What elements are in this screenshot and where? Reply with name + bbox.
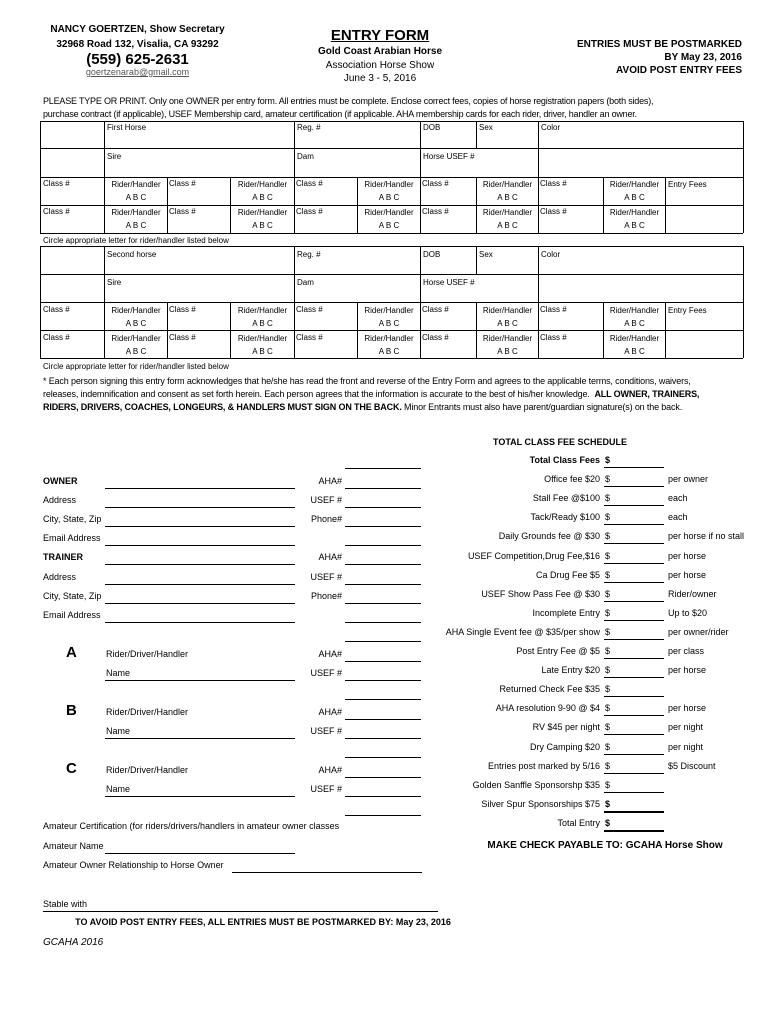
fee-label: USEF Competition,Drug Fee,$16 [467, 551, 600, 561]
stable-line[interactable] [43, 911, 438, 912]
fee-label: Stall Fee @$100 [532, 493, 600, 503]
class-label: Class # [422, 333, 449, 342]
rider-a-name-label: Name [106, 668, 131, 678]
horse1-dam-label: Dam [297, 152, 314, 161]
class-label: Class # [296, 333, 323, 342]
owner-aha-line-top[interactable] [345, 468, 421, 469]
fee-amount-line[interactable] [604, 715, 664, 716]
secretary-email[interactable]: goertzenarab@gmail.com [85, 67, 190, 77]
rider-b-letter: B [66, 702, 77, 719]
fee-note: per night [668, 722, 704, 732]
owner-email-label: Email Address [43, 533, 101, 543]
horse1-reg-label: Reg. # [297, 123, 321, 132]
owner-city-line[interactable] [105, 526, 295, 527]
class-label: Class # [296, 179, 323, 188]
rider-c-name-label: Name [106, 784, 131, 794]
fee-dollar-sign: $ [605, 570, 611, 580]
trainer-city-line[interactable] [105, 603, 295, 604]
fee-dollar-sign: $ [605, 818, 611, 828]
trainer-address-label: Address [43, 572, 77, 582]
fee-label: Late Entry $20 [541, 665, 600, 675]
fee-note: per horse [668, 703, 707, 713]
class-label: Class # [43, 207, 70, 216]
entry-fees-label: Entry Fees [668, 306, 707, 315]
trainer-phone-line[interactable] [345, 603, 421, 604]
owner-address-label: Address [43, 495, 77, 505]
rider-a-label: Rider/Driver/Handler [106, 649, 189, 659]
rider-b-label: Rider/Driver/Handler [106, 707, 189, 717]
rider-b-aha-label: AHA# [318, 707, 342, 717]
rider-b-aha-line[interactable] [345, 719, 421, 720]
class-label: Class # [43, 179, 70, 188]
class-label: Class # [169, 207, 196, 216]
fee-amount-line[interactable] [604, 677, 664, 678]
rider-handler-cell: Rider/Handler A B C [364, 334, 414, 356]
fee-label: RV $45 per night [532, 722, 600, 732]
fee-label: Ca Drug Fee $5 [535, 570, 600, 580]
owner-name-line[interactable] [105, 488, 295, 489]
form-title: ENTRY FORM [330, 27, 430, 44]
notice-line2: BY May 23, 2016 [664, 52, 742, 63]
rider-b-name-line[interactable] [105, 738, 295, 739]
fee-note: per horse [668, 570, 707, 580]
footer-code: GCAHA 2016 [43, 937, 104, 948]
fee-dollar-sign: $ [605, 531, 611, 541]
disclaimer-line3: RIDERS, DRIVERS, COACHES, LONGEURS, & HANDLERS MUST SIGN ON THE BACK. Minor Entrants must also have parent/guardian signature(s) on the back. [43, 402, 683, 412]
class-label: Class # [540, 333, 567, 342]
fee-dollar-sign: $ [605, 627, 611, 637]
rider-a-aha-label: AHA# [318, 649, 342, 659]
rider-a-usef-label: USEF # [310, 668, 342, 678]
horse1-sire-label: Sire [107, 152, 122, 161]
fee-label: Total Class Fees [529, 455, 600, 465]
class-label: Class # [422, 305, 449, 314]
fee-amount-line[interactable] [604, 543, 664, 544]
fee-dollar-sign: $ [605, 551, 611, 561]
rider-handler-cell: Rider/Handler A B C [609, 180, 660, 202]
owner-aha-line[interactable] [345, 488, 421, 489]
trainer-aha-label: AHA# [318, 552, 342, 562]
class-label: Class # [540, 179, 567, 188]
amateur-name-label: Amateur Name [43, 841, 104, 851]
horse2-reg-label: Reg. # [297, 250, 321, 259]
fee-note: per class [668, 646, 705, 656]
fee-amount-line[interactable] [604, 754, 664, 755]
rider-handler-cell: Rider/Handler A B C [482, 180, 533, 202]
rider-handler-cell: Rider/Handler A B C [237, 180, 288, 202]
trainer-email-line[interactable] [105, 622, 295, 623]
entry-fees-label: Entry Fees [668, 180, 707, 189]
class-label: Class # [540, 305, 567, 314]
fee-note: per owner [668, 474, 709, 484]
secretary-address: 32968 Road 132, Visalia, CA 93292 [56, 39, 219, 50]
fee-label: USEF Show Pass Fee @ $30 [481, 589, 600, 599]
rider-handler-cell: Rider/Handler A B C [364, 180, 414, 202]
rider-handler-cell: Rider/Handler A B C [237, 208, 288, 230]
rider-b-name-label: Name [106, 726, 131, 736]
fee-amount-line[interactable] [604, 563, 664, 564]
trainer-address-line[interactable] [105, 584, 295, 585]
fee-dollar-sign: $ [605, 761, 611, 771]
fee-amount-line[interactable] [604, 658, 664, 659]
horse2-dob-label: DOB [423, 250, 441, 259]
rider-c-usef-label: USEF # [310, 784, 342, 794]
horse1-color-label: Color [541, 123, 561, 132]
fee-dollar-sign: $ [605, 512, 611, 522]
fee-label: Silver Spur Sponsorships $75 [481, 799, 600, 809]
fee-amount-line[interactable] [604, 696, 664, 697]
fee-dollar-sign: $ [605, 493, 611, 503]
horse1-usef-label: Horse USEF # [423, 152, 475, 161]
owner-label: OWNER [43, 476, 78, 486]
trainer-aha-line[interactable] [345, 564, 421, 565]
fee-note: per night [668, 742, 704, 752]
rider-handler-cell: Rider/Handler A B C [482, 208, 533, 230]
fee-dollar-sign: $ [605, 665, 611, 675]
fee-label: Incomplete Entry [532, 608, 600, 618]
rider-handler-cell: Rider/Handler A B C [482, 306, 533, 328]
trainer-usef-label: USEF # [310, 572, 342, 582]
fee-note: per horse [668, 665, 707, 675]
rider-a-letter: A [66, 644, 77, 661]
fee-dollar-sign: $ [605, 474, 611, 484]
fee-dollar-sign: $ [605, 646, 611, 656]
owner-aha-label: AHA# [318, 476, 342, 486]
intro-line2: purchase contract (if applicable), USEF Membership card, amateur certification (if applicable. AHA membership cards for each rider, driver, handler an owner. [43, 109, 637, 119]
rider-handler-cell: Rider/Handler A B C [237, 306, 288, 328]
rider-a-usef-line[interactable] [345, 680, 421, 681]
fee-note: each [668, 512, 688, 522]
secretary-name: NANCY GOERTZEN, Show Secretary [50, 24, 225, 35]
horse2-sire-label: Sire [107, 278, 122, 287]
fee-note: $5 Discount [668, 761, 716, 771]
fee-label: Dry Camping $20 [529, 742, 600, 752]
fee-dollar-sign: $ [605, 703, 611, 713]
rider-handler-cell: Rider/Handler A B C [364, 208, 414, 230]
horse2-name-label: Second horse [107, 250, 157, 259]
class-label: Class # [296, 207, 323, 216]
show-name-line1: Gold Coast Arabian Horse [317, 46, 443, 57]
horse2-usef-label: Horse USEF # [423, 278, 475, 287]
rider-handler-cell: Rider/Handler A B C [609, 306, 660, 328]
fee-amount-line[interactable] [604, 792, 664, 793]
owner-city-label: City, State, Zip [43, 514, 102, 524]
fee-dollar-sign: $ [605, 684, 611, 694]
rider-handler-cell: Rider/Handler A B C [237, 334, 288, 356]
class-label: Class # [422, 179, 449, 188]
amateur-name-line[interactable] [105, 853, 295, 854]
rider-a-line-top[interactable] [345, 641, 421, 642]
fee-label: AHA resolution 9-90 @ $4 [495, 703, 600, 713]
rider-c-name-line[interactable] [105, 796, 295, 797]
notice-line3: AVOID POST ENTRY FEES [616, 65, 742, 76]
fee-label: Golden Sanffle Sponsorshp $35 [472, 780, 600, 790]
footer-postmark: TO AVOID POST ENTRY FEES, ALL ENTRIES MUST BE POSTMARKED BY: May 23, 2016 [75, 917, 451, 927]
rider-handler-cell: Rider/Handler A B C [364, 306, 414, 328]
trainer-name-line[interactable] [105, 564, 295, 565]
fee-dollar-sign: $ [605, 799, 611, 809]
class-label: Class # [169, 179, 196, 188]
trainer-label: TRAINER [43, 552, 83, 562]
rider-handler-cell: Rider/Handler A B C [111, 180, 161, 202]
amateur-relationship-line[interactable] [232, 872, 422, 873]
disclaimer-line1: * Each person signing this entry form acknowledges that he/she has read the front and reverse of the Entry Form and agrees to the applicable terms, conditions, waivers, [43, 376, 691, 386]
horse1-sex-label: Sex [479, 123, 493, 132]
fee-amount-line[interactable] [604, 524, 664, 525]
fee-note: Rider/owner [668, 589, 717, 599]
circle-note-1: Circle appropriate letter for rider/handler listed below [43, 236, 229, 245]
class-label: Class # [540, 207, 567, 216]
class-label: Class # [169, 305, 196, 314]
fee-schedule-title: TOTAL CLASS FEE SCHEDULE [492, 437, 627, 447]
rider-c-extra-line[interactable] [345, 815, 421, 816]
class-label: Class # [296, 305, 323, 314]
trainer-usef-line[interactable] [345, 584, 421, 585]
secretary-phone: (559) 625-2631 [86, 51, 189, 68]
fee-label: Office fee $20 [544, 474, 600, 484]
rider-c-aha-line[interactable] [345, 777, 421, 778]
class-label: Class # [422, 207, 449, 216]
fee-label: Total Entry [557, 818, 600, 828]
owner-usef-line[interactable] [345, 507, 421, 508]
rider-handler-cell: Rider/Handler A B C [609, 334, 660, 356]
horse1-dob-label: DOB [423, 123, 441, 132]
fee-amount-line[interactable] [604, 773, 664, 774]
owner-usef-label: USEF # [310, 495, 342, 505]
fee-amount-line[interactable] [604, 734, 664, 735]
fee-label: Returned Check Fee $35 [499, 684, 600, 694]
fee-note: Up to $20 [668, 608, 708, 618]
trainer-email-label: Email Address [43, 610, 101, 620]
rider-b-usef-line[interactable] [345, 738, 421, 739]
fee-amount-line[interactable] [604, 811, 664, 813]
rider-a-name-line[interactable] [105, 680, 295, 681]
fee-dollar-sign: $ [605, 722, 611, 732]
disclaimer-line2: releases, indemnification and consent as set forth herein. Each person agrees that the information is accurate to the best of his/her knowledge. ALL OWNER, TRAINERS, [43, 389, 700, 399]
rider-b-extra-line[interactable] [345, 757, 421, 758]
rider-handler-cell: Rider/Handler A B C [482, 334, 533, 356]
trainer-phone-label: Phone# [310, 591, 342, 601]
fee-dollar-sign: $ [605, 608, 611, 618]
fee-note: each [668, 493, 688, 503]
owner-address-line[interactable] [105, 507, 295, 508]
notice-line1: ENTRIES MUST BE POSTMARKED [576, 39, 742, 50]
trainer-extra-line[interactable] [345, 622, 421, 623]
fee-amount-line[interactable] [604, 620, 664, 621]
fee-label: Daily Grounds fee @ $30 [498, 531, 600, 541]
fee-amount-line[interactable] [604, 582, 664, 583]
horse1-name-label: First Horse [107, 123, 147, 132]
owner-extra-line[interactable] [345, 545, 421, 546]
circle-note-2: Circle appropriate letter for rider/handler listed below [43, 362, 229, 371]
stable-label: Stable with [43, 899, 88, 909]
fee-note: per horse if no stall [668, 531, 745, 541]
fee-amount-line[interactable] [604, 601, 664, 602]
owner-phone-line[interactable] [345, 526, 421, 527]
fee-amount-line[interactable] [604, 505, 664, 506]
fee-amount-line[interactable] [604, 486, 664, 487]
fee-label: Entries post marked by 5/16 [487, 761, 600, 771]
fee-amount-line[interactable] [604, 467, 664, 468]
amateur-cert-label: Amateur Certification (for riders/drivers/handlers in amateur owner classes [43, 821, 340, 831]
owner-email-line[interactable] [105, 545, 295, 546]
fee-dollar-sign: $ [605, 455, 611, 465]
rider-b-usef-label: USEF # [310, 726, 342, 736]
show-dates: June 3 - 5, 2016 [343, 73, 417, 84]
intro-line1: PLEASE TYPE OR PRINT. Only one OWNER per entry form. All entries must be complete. Enclose correct fees, copies of horse registration papers (both sides), [43, 96, 654, 106]
fee-note: per owner/rider [668, 627, 729, 637]
rider-c-usef-line[interactable] [345, 796, 421, 797]
amateur-relationship-label: Amateur Owner Relationship to Horse Owner [43, 860, 224, 870]
rider-handler-cell: Rider/Handler A B C [111, 306, 161, 328]
fee-amount-line[interactable] [604, 830, 664, 832]
rider-c-letter: C [66, 760, 77, 777]
fee-dollar-sign: $ [605, 589, 611, 599]
class-label: Class # [43, 333, 70, 342]
show-name-line2: Association Horse Show [325, 60, 435, 71]
fee-label: AHA Single Event fee @ $35/per show [445, 627, 600, 637]
trainer-city-label: City, State, Zip [43, 591, 102, 601]
owner-phone-label: Phone# [310, 514, 342, 524]
rider-handler-cell: Rider/Handler A B C [609, 208, 660, 230]
payable-note: MAKE CHECK PAYABLE TO: GCAHA Horse Show [487, 840, 723, 851]
rider-a-aha-line[interactable] [345, 661, 421, 662]
rider-handler-cell: Rider/Handler A B C [111, 208, 161, 230]
rider-c-aha-label: AHA# [318, 765, 342, 775]
horse2-sex-label: Sex [479, 250, 493, 259]
rider-handler-cell: Rider/Handler A B C [111, 334, 161, 356]
rider-a-extra-line[interactable] [345, 699, 421, 700]
rider-c-label: Rider/Driver/Handler [106, 765, 189, 775]
fee-label: Tack/Ready $100 [530, 512, 600, 522]
fee-dollar-sign: $ [605, 780, 611, 790]
fee-amount-line[interactable] [604, 639, 664, 640]
class-label: Class # [43, 305, 70, 314]
fee-label: Post Entry Fee @ $5 [516, 646, 600, 656]
horse2-dam-label: Dam [297, 278, 314, 287]
fee-note: per horse [668, 551, 707, 561]
fee-dollar-sign: $ [605, 742, 611, 752]
class-label: Class # [169, 333, 196, 342]
horse2-color-label: Color [541, 250, 561, 259]
